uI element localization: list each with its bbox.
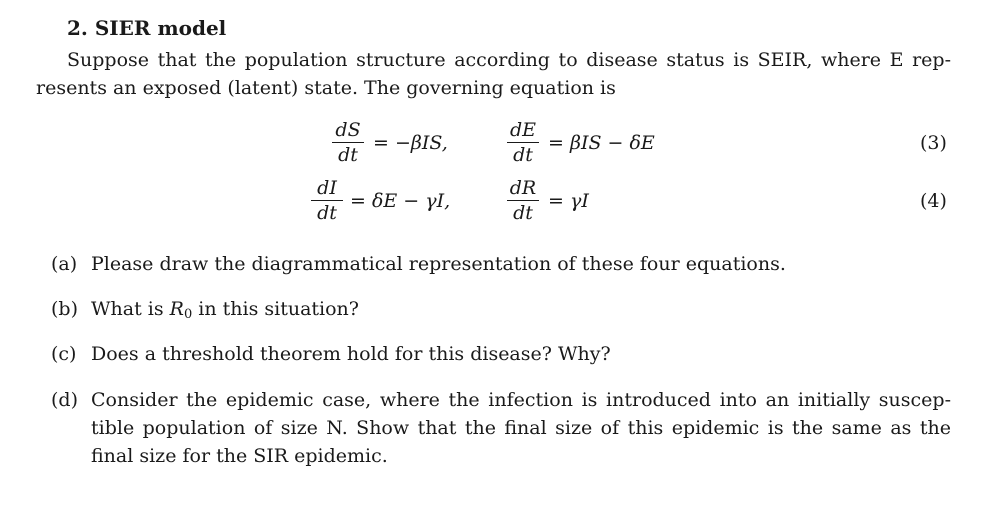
- fraction-dS-dt: [331, 118, 365, 167]
- denominator: dt: [338, 144, 358, 166]
- equation-3: [0, 118, 993, 168]
- question-text-pre: What is: [91, 298, 170, 320]
- numerator: dR: [509, 177, 537, 199]
- intro-line-2: resents an exposed (latent) state. The governing equation is: [36, 77, 616, 99]
- question-label: (a): [51, 253, 78, 275]
- question-text-post: in this situation?: [192, 298, 359, 320]
- question-d-line-1: Consider the epidemic case, where the infection is introduced into an initially suscep-: [91, 389, 951, 411]
- equation-number-3: (3): [920, 132, 947, 154]
- r-symbol: R: [169, 298, 184, 320]
- intro-paragraph: [36, 46, 951, 102]
- equation-4: [0, 176, 993, 226]
- denominator: dt: [513, 202, 533, 224]
- section-heading: 2. SIER model: [67, 16, 227, 40]
- question-text: Please draw the diagrammatical representation of these four equations.: [91, 253, 786, 275]
- equation-rhs-e: [548, 131, 655, 155]
- question-d-line-3: final size for the SIR epidemic.: [91, 445, 388, 467]
- numerator: dE: [509, 119, 537, 141]
- equation-rhs-i: [350, 189, 450, 213]
- question-c: [51, 340, 611, 368]
- denominator: dt: [317, 202, 337, 224]
- question-label: (b): [51, 298, 78, 320]
- question-label: (d): [51, 389, 78, 411]
- question-text: Does a threshold theorem hold for this disease? Why?: [91, 343, 611, 365]
- question-label: (c): [51, 343, 77, 365]
- r-subscript: 0: [183, 307, 193, 322]
- fraction-dI-dt: [310, 176, 344, 225]
- question-d: [51, 386, 951, 470]
- rhs-text: = βIS − δE: [548, 132, 655, 154]
- denominator: dt: [513, 144, 533, 166]
- rhs-text: = −βIS,: [373, 132, 448, 154]
- numerator: dI: [317, 177, 337, 199]
- numerator: dS: [335, 119, 361, 141]
- rhs-text: = δE − γI,: [350, 190, 451, 212]
- rhs-text: = γI: [548, 190, 589, 212]
- question-text: [91, 386, 951, 470]
- question-d-line-2: tible population of size N. Show that the final size of this epidemic is the same as the: [91, 417, 951, 439]
- equation-number-4: (4): [920, 190, 947, 212]
- question-a: [51, 250, 786, 278]
- fraction-dR-dt: [506, 176, 540, 225]
- equation-rhs-r: [548, 189, 589, 213]
- question-b: [51, 295, 359, 329]
- equation-rhs-s: [373, 131, 448, 155]
- fraction-dE-dt: [506, 118, 540, 167]
- intro-line-1: Suppose that the population structure according to disease status is SEIR, where E rep-: [67, 49, 951, 71]
